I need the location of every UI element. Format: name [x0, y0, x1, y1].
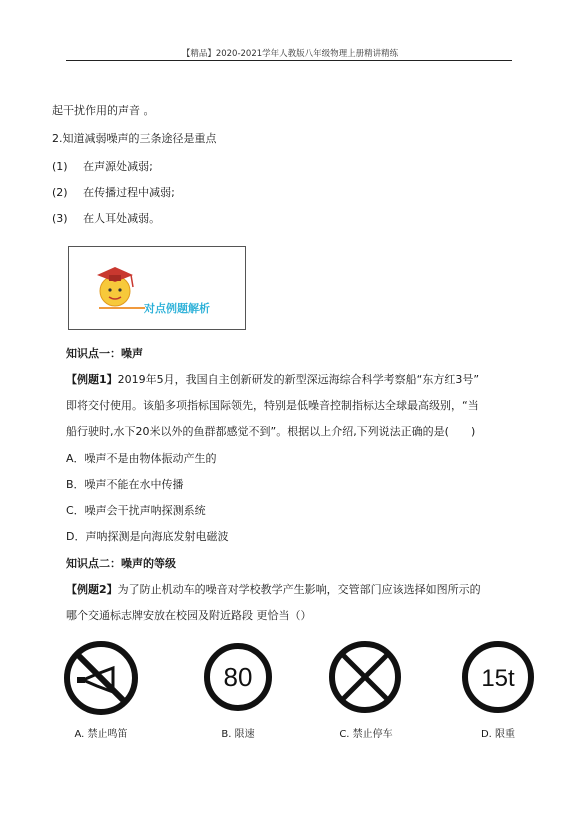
example-text: 2019年5月，我国自主创新研发的新型深远海综合科学考察船“东方红3号”	[117, 373, 480, 386]
example-text: 为了防止机动车的噪音对学校教学产生影响，交管部门应该选择如图所示的	[117, 583, 481, 596]
example-tag: 【例题2】	[66, 583, 118, 596]
banner-label: 对点例题解析	[144, 302, 210, 315]
way-text: 在人耳处减弱。	[83, 212, 161, 225]
option-d: D．声呐探测是向海底发射电磁波	[66, 530, 229, 543]
no-horn-icon	[63, 640, 139, 716]
sign-caption-a: A. 禁止鸣笛	[74, 729, 128, 740]
way-text: 在传播过程中减弱;	[83, 186, 175, 199]
speed-limit-value: 80	[223, 662, 253, 692]
option-a: A．噪声不是由物体振动产生的	[66, 452, 217, 465]
section-heading: 知识点一：噪声	[66, 347, 143, 360]
sign-caption-c: C. 禁止停车	[339, 729, 393, 740]
section-heading: 知识点二：噪声的等级	[66, 557, 176, 570]
example-line: 船行驶时,水下20米以外的鱼群都感觉不到”。根据以上介绍,下列说法正确的是( )	[66, 425, 476, 438]
way-num: (3)	[52, 212, 68, 225]
option-b: B．噪声不能在水中传播	[66, 478, 184, 491]
sign-caption-d: D. 限重	[480, 729, 516, 740]
example-banner	[68, 246, 246, 330]
example-line	[66, 583, 481, 597]
option-c: C．噪声会干扰声呐探测系统	[66, 504, 206, 517]
way-num: (1)	[52, 160, 68, 173]
page-header: 【精品】2020-2021学年人教版八年级物理上册精讲精练	[181, 49, 399, 59]
body-line: 2.知道减弱噪声的三条途径是重点	[52, 132, 217, 145]
speed-limit-sign	[203, 642, 273, 712]
weight-limit-value: 15t	[481, 665, 515, 692]
way-item	[52, 160, 153, 174]
no-parking-icon	[328, 640, 402, 714]
way-text: 在声源处减弱;	[83, 160, 153, 173]
way-item	[52, 186, 175, 200]
way-num: (2)	[52, 186, 68, 199]
example-line: 即将交付使用。该船多项指标国际领先，特别是低噪音控制指标达全球最高级别，“当	[66, 399, 479, 412]
banner-underline	[99, 307, 145, 309]
body-line: 起干扰作用的声音 。	[52, 104, 155, 117]
example-tag: 【例题1】	[66, 373, 118, 386]
way-item	[52, 212, 160, 226]
weight-limit-sign	[461, 640, 535, 714]
mascot-graduate-icon	[87, 255, 147, 315]
sign-caption-b: B. 限速	[221, 729, 255, 740]
example-line: 哪个交通标志牌安放在校园及附近路段 更恰当（）	[66, 609, 312, 622]
header-divider	[66, 60, 512, 61]
example-line	[66, 373, 479, 387]
